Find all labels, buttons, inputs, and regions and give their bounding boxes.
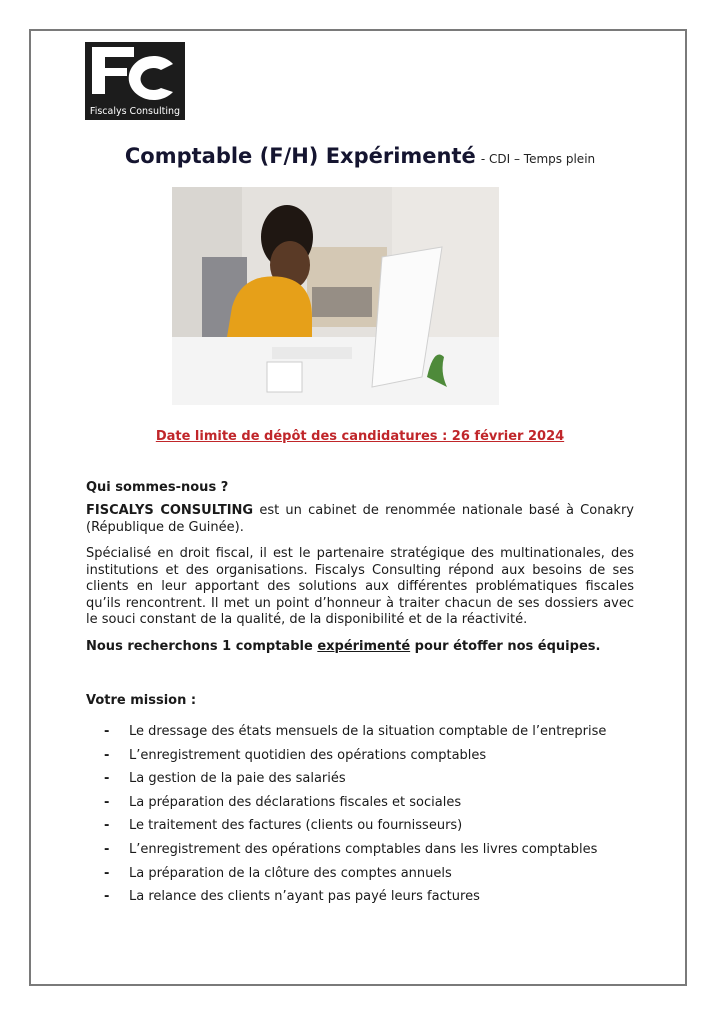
search-underlined: expérimenté xyxy=(317,639,411,654)
list-item-text: L’enregistrement des opérations comptables dans les livres comptables xyxy=(129,841,598,857)
logo-text: Fiscalys Consulting xyxy=(89,106,181,117)
list-item-text: La préparation de la clôture des comptes annuels xyxy=(129,865,452,881)
job-title-row xyxy=(0,144,720,168)
application-deadline: Date limite de dépôt des candidatures : 26 février 2024 xyxy=(155,429,565,444)
about-heading-text: Qui sommes-nous ? xyxy=(86,480,229,495)
bullet-dash-icon: - xyxy=(104,771,110,787)
list-item-text: La relance des clients n’ayant pas payé leurs factures xyxy=(129,889,480,905)
mission-list xyxy=(104,724,644,913)
list-item-text: Le dressage des états mensuels de la situation comptable de l’entreprise xyxy=(129,724,607,739)
search-statement xyxy=(86,639,634,656)
list-item xyxy=(104,866,644,890)
bullet-dash-icon: - xyxy=(104,818,110,834)
about-heading xyxy=(86,480,634,497)
list-item xyxy=(104,795,644,819)
mission-heading xyxy=(86,693,634,710)
list-item xyxy=(104,842,644,866)
list-item xyxy=(104,889,644,913)
about-paragraph: Spécialisé en droit fiscal, il est le partenaire stratégique des multinationales, des institutions et des organisations. Fiscalys Consulting répond aux besoins de ses clients en leur apportant des solutions aux différentes problématiques fiscales qu’ils rencontrent. Il met un point d’honneur à traiter chacun de ses dossiers avec le souci constant de la qualité, de la disponibilité et de la réactivité. xyxy=(86,546,634,627)
about-intro xyxy=(86,503,634,536)
list-item xyxy=(104,818,644,842)
list-item-text: La gestion de la paie des salariés xyxy=(129,771,346,787)
list-item xyxy=(104,724,644,748)
list-item-text: Le traitement des factures (clients ou fournisseurs) xyxy=(129,818,463,834)
company-name: FISCALYS CONSULTING xyxy=(86,503,254,518)
about-intro-text: est un cabinet de renommée nationale basé à Conakry (République de Guinée). xyxy=(86,503,634,535)
search-pre: Nous recherchons 1 comptable xyxy=(86,639,318,654)
list-item xyxy=(104,748,644,772)
bullet-dash-icon: - xyxy=(104,889,110,905)
job-subtitle: - CDI – Temps plein xyxy=(480,152,596,166)
list-item-text: La préparation des déclarations fiscales et sociales xyxy=(129,794,462,810)
bullet-dash-icon: - xyxy=(104,865,110,881)
bullet-dash-icon: - xyxy=(104,747,110,763)
search-post: pour étoffer nos équipes. xyxy=(410,639,601,654)
bullet-dash-icon: - xyxy=(104,841,110,857)
job-title: Comptable (F/H) Expérimenté xyxy=(124,144,476,168)
bullet-dash-icon: - xyxy=(104,724,110,739)
list-item xyxy=(104,771,644,795)
company-logo xyxy=(85,42,185,120)
mission-heading-text: Votre mission : xyxy=(86,693,197,708)
fc-logo-mark-icon xyxy=(85,42,185,106)
bullet-dash-icon: - xyxy=(104,794,110,810)
header-photo xyxy=(172,187,499,405)
list-item-text: L’enregistrement quotidien des opérations comptables xyxy=(129,747,487,763)
